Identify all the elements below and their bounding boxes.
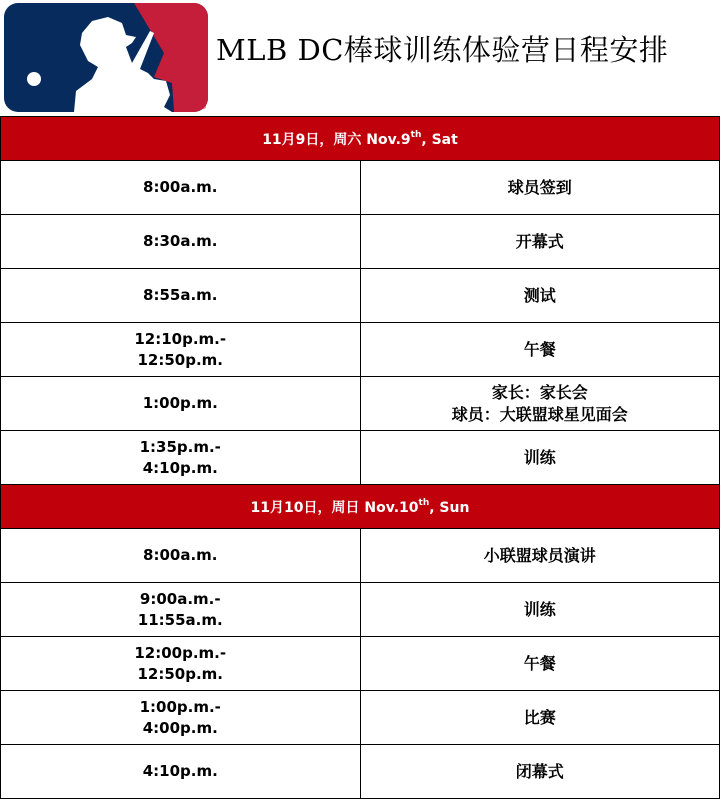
time-text: 1:00p.m. bbox=[142, 394, 218, 412]
time-cell bbox=[1, 583, 361, 637]
time-text: 1:35p.m.- bbox=[139, 437, 221, 456]
time-text: 12:50p.m. bbox=[137, 350, 223, 369]
time-cell bbox=[1, 691, 361, 745]
activity-cell bbox=[360, 161, 720, 215]
time-text: 12:00p.m.- bbox=[134, 643, 227, 662]
day-header-row bbox=[1, 117, 720, 161]
activity-text: 训练 bbox=[523, 447, 556, 467]
activity-cell bbox=[360, 377, 720, 431]
activity-text: 开幕式 bbox=[515, 231, 564, 251]
activity-text: 比赛 bbox=[523, 707, 556, 727]
time-text: 9:00a.m.- bbox=[139, 589, 221, 608]
day-date: 11月9日，周六 Nov.9 bbox=[262, 131, 411, 148]
schedule-row bbox=[1, 161, 720, 215]
schedule-row bbox=[1, 431, 720, 485]
day-date-suffix: th bbox=[418, 497, 430, 508]
time-text: 8:55a.m. bbox=[143, 286, 218, 304]
activity-cell bbox=[360, 745, 720, 799]
schedule-row bbox=[1, 377, 720, 431]
schedule-table bbox=[0, 116, 720, 799]
time-cell bbox=[1, 431, 361, 485]
svg-text:®: ® bbox=[200, 103, 207, 111]
schedule-row bbox=[1, 269, 720, 323]
activity-cell bbox=[360, 269, 720, 323]
time-cell bbox=[1, 637, 361, 691]
activity-text: 小联盟球员演讲 bbox=[483, 545, 596, 565]
activity-text: 家长：家长会 bbox=[491, 382, 588, 402]
activity-text: 午餐 bbox=[523, 339, 556, 359]
schedule-row bbox=[1, 323, 720, 377]
activity-text: 测试 bbox=[523, 285, 556, 305]
day-date: 11月10日，周日 Nov.10 bbox=[250, 499, 419, 516]
day-header bbox=[1, 117, 720, 161]
activity-cell bbox=[360, 583, 720, 637]
time-text: 1:00p.m.- bbox=[139, 697, 221, 716]
schedule-row bbox=[1, 691, 720, 745]
time-text: 4:00p.m. bbox=[142, 718, 218, 737]
time-cell bbox=[1, 269, 361, 323]
time-cell bbox=[1, 529, 361, 583]
day-date-suffix: th bbox=[410, 129, 422, 140]
activity-text: 球员：大联盟球星见面会 bbox=[451, 404, 628, 424]
time-cell bbox=[1, 161, 361, 215]
activity-text: 闭幕式 bbox=[515, 761, 564, 781]
activity-text: 训练 bbox=[523, 599, 556, 619]
day-header-row bbox=[1, 485, 720, 529]
time-text: 4:10p.m. bbox=[142, 762, 218, 780]
page-header bbox=[0, 0, 720, 116]
time-text: 4:10p.m. bbox=[142, 458, 218, 477]
time-cell bbox=[1, 215, 361, 269]
schedule-row bbox=[1, 215, 720, 269]
time-cell bbox=[1, 377, 361, 431]
activity-text: 午餐 bbox=[523, 653, 556, 673]
time-text: 11:55a.m. bbox=[137, 610, 223, 629]
activity-cell bbox=[360, 637, 720, 691]
activity-text: 球员签到 bbox=[507, 177, 572, 197]
time-text: 12:10p.m.- bbox=[134, 329, 227, 348]
day-header bbox=[1, 485, 720, 529]
time-cell bbox=[1, 323, 361, 377]
time-text: 8:30a.m. bbox=[143, 232, 218, 250]
time-text: 12:50p.m. bbox=[137, 664, 223, 683]
activity-cell bbox=[360, 431, 720, 485]
mlb-batter-logo-icon bbox=[4, 3, 208, 112]
schedule-row bbox=[1, 745, 720, 799]
day-weekday: , Sat bbox=[421, 131, 458, 148]
schedule-row bbox=[1, 529, 720, 583]
time-text: 8:00a.m. bbox=[143, 546, 218, 564]
activity-cell bbox=[360, 529, 720, 583]
activity-cell bbox=[360, 215, 720, 269]
activity-cell bbox=[360, 323, 720, 377]
day-weekday: , Sun bbox=[429, 499, 470, 516]
schedule-row bbox=[1, 583, 720, 637]
page-title: MLB DC棒球训练体验营日程安排 bbox=[216, 33, 669, 67]
time-cell bbox=[1, 745, 361, 799]
activity-cell bbox=[360, 691, 720, 745]
schedule-row bbox=[1, 637, 720, 691]
time-text: 8:00a.m. bbox=[143, 178, 218, 196]
